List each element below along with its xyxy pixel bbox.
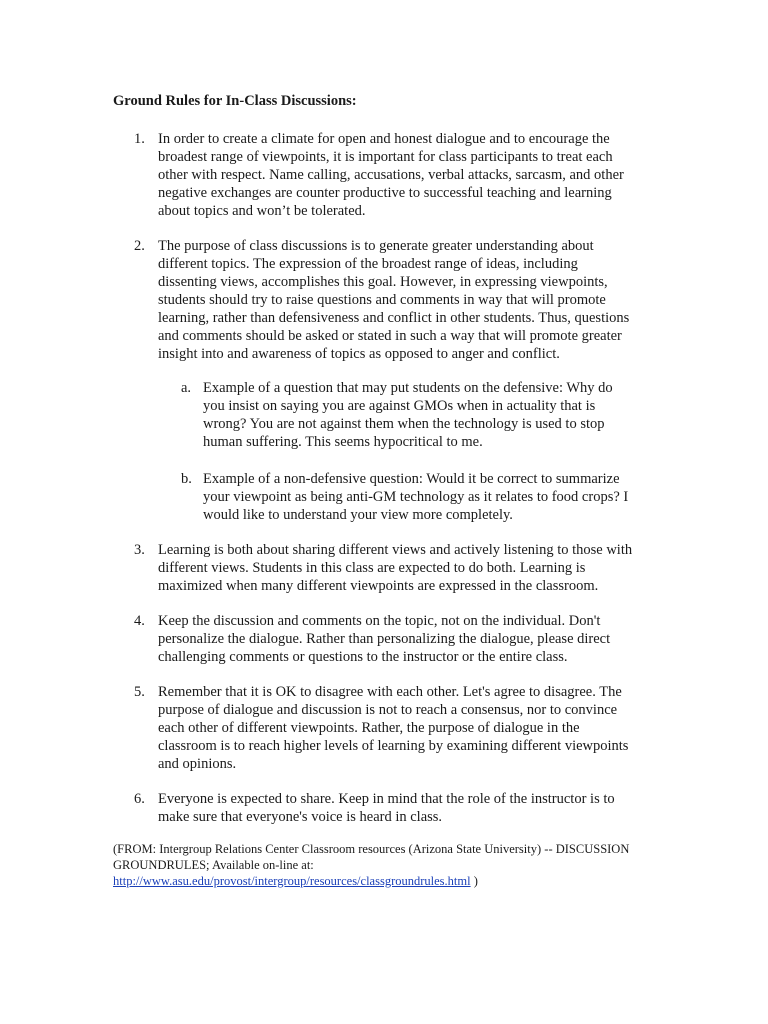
text-line: broadest range of viewpoints, it is important for class participants to treat each	[158, 149, 613, 165]
list-item-number: 6.	[134, 791, 145, 807]
text-line: challenging comments or questions to the instructor or the entire class.	[158, 649, 568, 665]
text-line: different views. Students in this class are expected to do both. Learning is	[158, 560, 586, 576]
sub-list-item-text	[203, 470, 663, 524]
text-line: The purpose of class discussions is to generate greater understanding about	[158, 238, 594, 254]
source-link-line	[113, 873, 673, 889]
list-item-text	[158, 683, 658, 773]
text-line: students should try to raise questions and comments in way that will promote	[158, 292, 606, 308]
document-title: Ground Rules for In-Class Discussions:	[113, 93, 357, 109]
text-line: each other of different viewpoints. Rather, the purpose of dialogue in the	[158, 720, 580, 736]
text-line: about topics and won’t be tolerated.	[158, 203, 366, 219]
sub-list-item-letter: a.	[181, 380, 192, 396]
list-item-text	[158, 612, 658, 666]
text-line: Remember that it is OK to disagree with each other. Let's agree to disagree. The	[158, 684, 622, 700]
text-line: human suffering. This seems hypocritical to me.	[203, 434, 483, 450]
text-line: learning, rather than defensiveness and conflict in other students. Thus, questions	[158, 310, 630, 326]
text-line: and opinions.	[158, 756, 237, 772]
text-line: Example of a non-defensive question: Would it be correct to summarize	[203, 471, 620, 487]
text-line: wrong? You are not against them when the technology is used to stop	[203, 416, 605, 432]
text-line: In order to create a climate for open and honest dialogue and to encourage the	[158, 131, 610, 147]
sub-list-item-letter: b.	[181, 471, 192, 487]
text-line: maximized when many different viewpoints are expressed in the classroom.	[158, 578, 599, 594]
sub-list-item-text	[203, 379, 663, 451]
text-line: Everyone is expected to share. Keep in mind that the role of the instructor is to	[158, 791, 615, 807]
text-line: personalize the dialogue. Rather than personalizing the dialogue, please direct	[158, 631, 611, 647]
text-line: dissenting views, accomplishes this goal. However, in expressing viewpoints,	[158, 274, 608, 290]
list-item-text	[158, 790, 658, 826]
text-line: classroom is to reach higher levels of learning by examining different viewpoints	[158, 738, 629, 754]
text-line: negative exchanges are counter productive to successful teaching and learning	[158, 185, 612, 201]
source-line: GROUNDRULES; Available on-line at:	[113, 858, 314, 872]
source-citation	[113, 841, 673, 889]
list-item-text	[158, 130, 658, 220]
list-item-number: 4.	[134, 613, 145, 629]
text-line: your viewpoint as being anti-GM technology as it relates to food crops? I	[203, 489, 629, 505]
text-line: insight into and awareness of topics as opposed to anger and conflict.	[158, 346, 560, 362]
text-line: make sure that everyone's voice is heard in class.	[158, 809, 443, 825]
text-line: Learning is both about sharing different views and actively listening to those with	[158, 542, 633, 558]
source-closing-paren: )	[470, 874, 478, 888]
list-item-text	[158, 541, 658, 595]
text-line: would like to understand your view more completely.	[203, 507, 513, 523]
list-item-number: 2.	[134, 238, 145, 254]
list-item-number: 3.	[134, 542, 145, 558]
list-item-number: 5.	[134, 684, 145, 700]
source-line: (FROM: Intergroup Relations Center Classroom resources (Arizona State University) -- DISCUSSION	[113, 842, 630, 856]
list-item-number: 1.	[134, 131, 145, 147]
text-line: you insist on saying you are against GMOs when in actuality that is	[203, 398, 596, 414]
text-line: other with respect. Name calling, accusations, verbal attacks, sarcasm, and other	[158, 167, 624, 183]
text-line: different topics. The expression of the broadest range of ideas, including	[158, 256, 578, 272]
text-line: and comments should be asked or stated in such a way that will promote greater	[158, 328, 622, 344]
source-link[interactable]: http://www.asu.edu/provost/intergroup/resources/classgroundrules.html	[113, 874, 471, 888]
text-line: Example of a question that may put students on the defensive: Why do	[203, 380, 613, 396]
text-line: purpose of dialogue and discussion is not to reach a consensus, nor to convince	[158, 702, 618, 718]
text-line: Keep the discussion and comments on the topic, not on the individual. Don't	[158, 613, 601, 629]
list-item-text	[158, 237, 658, 363]
